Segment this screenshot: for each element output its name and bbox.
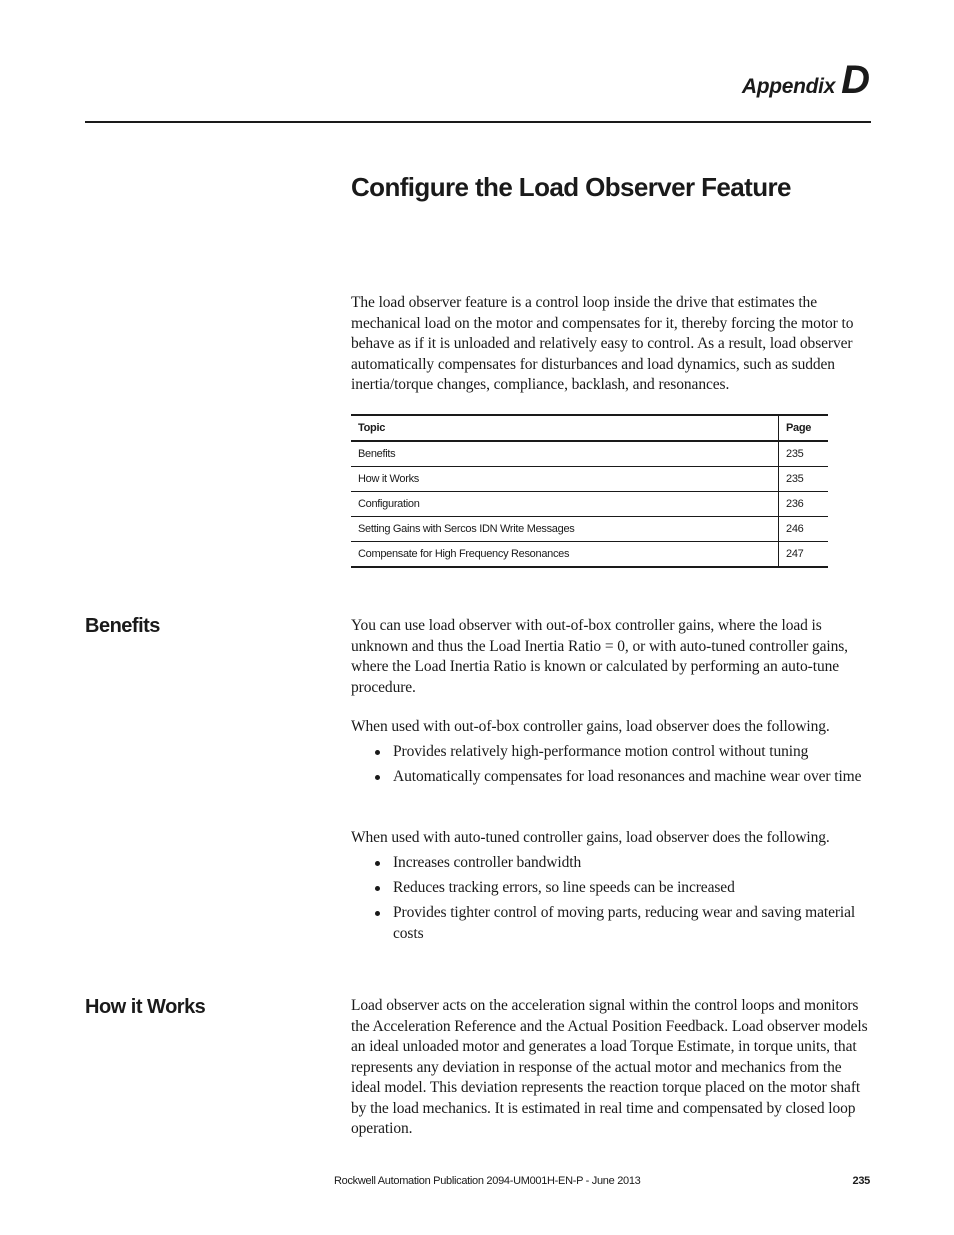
bullet-icon [375,775,380,780]
table-row [351,517,828,542]
bullet-icon [375,750,380,755]
table-row [351,467,828,492]
table-row [351,542,828,568]
topic-cell: Setting Gains with Sercos IDN Write Messages [351,517,779,542]
bullet-icon [375,911,380,916]
page-footer [0,1175,954,1191]
benefits-heading: Benefits [85,615,160,637]
page-column-header: Page [779,415,829,441]
page-cell: 246 [779,517,829,542]
table-header-row [351,415,828,441]
benefits-paragraph-1: You can use load observer with out-of-box controller gains, where the load is unknown and thus the Load Inertia Ratio = 0, or with auto-tuned controller gains, where the Load Inertia Ratio is known or calculated by performing an auto-tune procedure. [351,617,848,696]
list-item-text: Provides tighter control of moving parts, reducing wear and saving material costs [393,904,856,942]
appendix-word: Appendix [741,75,836,98]
benefits-list-out-of-box [351,742,873,792]
page-number: 235 [852,1175,870,1187]
list-item [351,853,873,874]
appendix-letter: D [841,58,870,102]
topic-cell: Benefits [351,441,779,467]
page-cell: 247 [779,542,829,568]
list-item [351,742,873,763]
page-cell: 235 [779,467,829,492]
header-rule [85,121,871,123]
page-title: Configure the Load Observer Feature [351,172,791,202]
table-row [351,441,828,467]
list-item-text: Reduces tracking errors, so line speeds can be increased [393,879,735,896]
intro-paragraph: The load observer feature is a control loop inside the drive that estimates the mechanical load on the motor and compensates for it, thereby forcing the motor to behave as if it is unloaded and relatively easy to control. As a result, load observer automatically compensates for disturbances and load dynamics, such as sudden inertia/torque changes, compliance, backlash, and resonances. [351,294,854,393]
topics-table [351,414,828,568]
page-cell: 236 [779,492,829,517]
topic-cell: Compensate for High Frequency Resonances [351,542,779,568]
list-item [351,878,873,899]
benefits-paragraph-2: When used with out-of-box controller gains, load observer does the following. [351,718,830,735]
topic-column-header: Topic [351,415,779,441]
page-cell: 235 [779,441,829,467]
list-item-text: Increases controller bandwidth [393,854,582,871]
list-item-text: Provides relatively high-performance motion control without tuning [393,743,809,760]
topic-cell: How it Works [351,467,779,492]
benefits-list-auto-tuned [351,853,873,949]
how-it-works-heading: How it Works [85,996,206,1018]
appendix-label [742,58,870,103]
topic-cell: Configuration [351,492,779,517]
list-item-text: Automatically compensates for load resonances and machine wear over time [393,768,862,785]
publication-info: Rockwell Automation Publication 2094-UM001H-EN-P - June 2013 [334,1175,641,1187]
list-item [351,767,873,788]
list-item [351,903,873,944]
bullet-icon [375,861,380,866]
table-row [351,492,828,517]
bullet-icon [375,886,380,891]
how-it-works-paragraph: Load observer acts on the acceleration signal within the control loops and monitors the Acceleration Reference and the Actual Position Feedback. Load observer models an ideal unloaded motor and generates a load Torque Estimate, in torque units, that represents any deviation in response of the actual motor and mechanics from the ideal model. This deviation represents the reaction torque placed on the motor shaft by the load mechanics. It is estimated in real time and compensated by closed loop operation. [351,997,868,1137]
benefits-paragraph-3: When used with auto-tuned controller gains, load observer does the following. [351,829,830,846]
